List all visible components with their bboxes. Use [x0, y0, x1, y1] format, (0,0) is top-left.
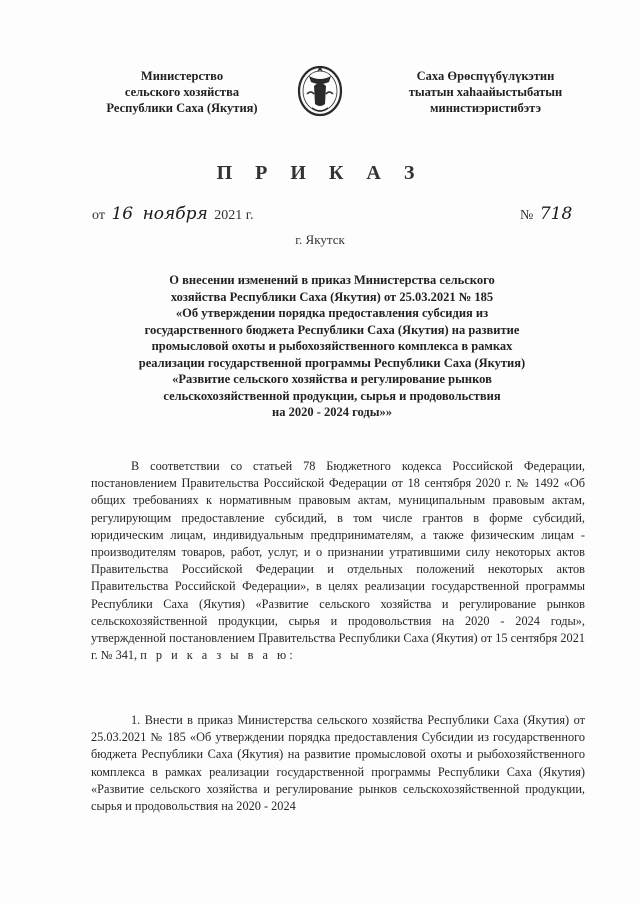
yakutia-coat-of-arms-icon — [295, 60, 345, 118]
number-value: 718 — [539, 204, 573, 224]
preamble-paragraph — [91, 458, 585, 664]
subject-line: хозяйства Республики Саха (Якутия) от 25.03.2021 № 185 — [170, 289, 494, 304]
preamble-text: В соответствии со статьей 78 Бюджетного кодекса Российской Федерации, постановлением Правительства Российской Федерации от 18 сентября 2020 г. № 1492 «Об общих требованиях к нормативным правовым актам, муниципальным правовым актам, регулирующим предоставление субсидий, в том числе грантов в форме субсидий, юридическим лицам, индивидуальным предпринимателям, а также физическим лицам - производителям товаров, работ, услуг, и о признании утратившими силу некоторых актов Правительства Российской Федерации и отдельных положений некоторых актов Правительства Российской Федерации», в целях реализации государственной программы Республики Саха (Якутия) «Развитие сельского хозяйства и регулирование рынков сельскохозяйственной продукции, сырья и продовольствия на 2020 - 2024 годы», утвержденной постановлением Правительства Республики Саха (Якутия) от 15 сентября 2021 г. № 341, — [91, 459, 585, 663]
org-line: сельского хозяйства — [124, 85, 240, 99]
org-line: Республики Саха (Якутия) — [106, 101, 258, 115]
city: г. Якутск — [295, 232, 345, 247]
subject-line: «Об утверждении порядка предоставления субсидия из — [175, 306, 489, 320]
date-month: ноября — [142, 204, 208, 224]
subject-line: реализации государственной программы Республики Саха (Якутия) — [138, 355, 526, 370]
subject-line: промысловой охоты и рыбохозяйственного комплекса в рамках — [151, 339, 513, 353]
clause-1-text: 1. Внести в приказ Министерства сельского хозяйства Республики Саха (Якутия) от 25.03.2021 № 185 «Об утверждении порядка предоставления Субсидии из государственного бюджета Республики Саха (Якутия) на развитие промысловой охоты и рыбохозяйственного комплекса в рамках реализации государственной программы Республики Саха (Якутия) «Развитие сельского хозяйства и регулирование рынков сельскохозяйственной продукции, сырья и продовольствия на 2020 - 2024 — [91, 713, 585, 814]
order-number — [520, 204, 575, 224]
order-word: п р и к а з ы в а ю: — [140, 648, 296, 663]
org-line: Министерство — [140, 69, 224, 83]
number-prefix: № — [520, 208, 534, 223]
ministry-name-yakut — [378, 68, 593, 116]
clause-paragraph — [91, 712, 585, 815]
order-date — [92, 204, 253, 224]
org-line: министиэристибэтэ — [430, 101, 541, 115]
date-day: 16 — [111, 204, 134, 224]
org-line: тыатын хаһаайыстыбатын — [408, 85, 563, 99]
subject-line: сельскохозяйственной продукции, сырья и продовольствия — [163, 388, 501, 403]
subject-line: О внесении изменений в приказ Министерства сельского — [169, 273, 495, 287]
order-subject — [112, 272, 552, 421]
date-prefix: от — [92, 208, 105, 223]
subject-line: на 2020 - 2024 годы»» — [272, 405, 392, 419]
subject-line: государственного бюджета Республики Саха (Якутия) на развитие — [144, 322, 520, 337]
org-line: Саха Өрөспүүбүлүкэтин — [416, 69, 555, 83]
document-title: П Р И К А З — [216, 162, 424, 184]
subject-line: «Развитие сельского хозяйства и регулирование рынков — [172, 372, 492, 386]
date-year: 2021 г. — [214, 208, 254, 223]
ministry-name-russian — [82, 68, 282, 116]
